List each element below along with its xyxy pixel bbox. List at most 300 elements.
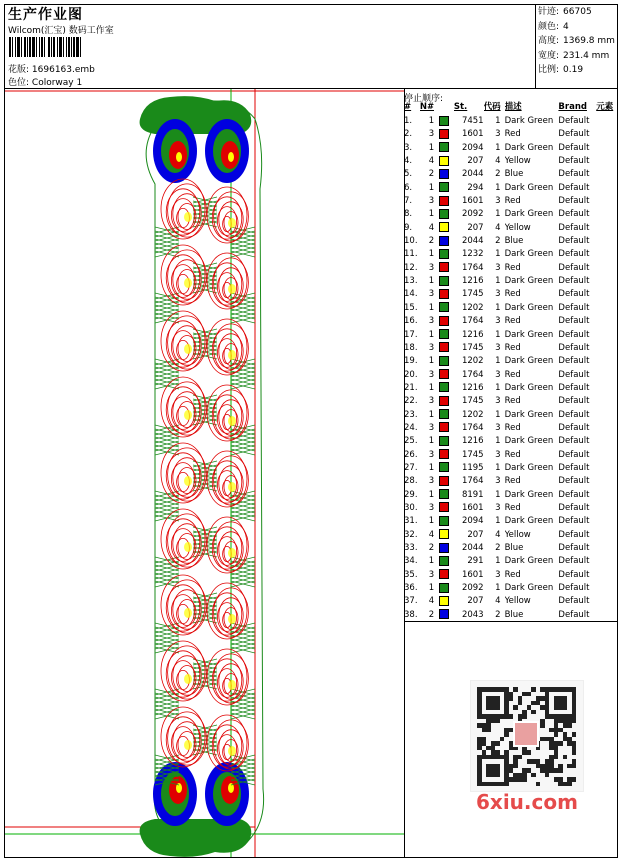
row-description: Red — [504, 316, 521, 327]
row-swatch — [434, 582, 454, 595]
row-description: Blue — [504, 236, 524, 247]
row-needle: 1 — [428, 583, 435, 594]
color-swatch — [439, 529, 449, 539]
row-swatch — [434, 155, 454, 168]
row-brand: Default — [558, 462, 590, 473]
row-description: Red — [504, 196, 521, 207]
row-brand: Default — [558, 583, 590, 594]
row-code: 1 — [495, 583, 501, 594]
row-description: Dark Green — [504, 489, 554, 500]
row-index: 19. — [404, 356, 418, 367]
row-swatch — [434, 288, 454, 301]
row-needle: 1 — [428, 516, 435, 527]
row-brand: Default — [558, 316, 590, 327]
row-element — [596, 222, 620, 235]
row-needle: 4 — [428, 156, 435, 167]
row-stitches: 2044 — [461, 236, 484, 247]
row-code: 1 — [495, 116, 501, 126]
row-needle: 2 — [428, 169, 435, 180]
col-stitches: St. — [453, 102, 468, 113]
row-stitches: 1232 — [461, 249, 484, 260]
row-stitches: 1216 — [461, 382, 484, 393]
row-swatch — [434, 555, 454, 568]
row-needle: 3 — [428, 289, 435, 300]
row-element — [596, 542, 620, 555]
row-brand: Default — [558, 236, 590, 247]
row-index: 6. — [404, 182, 413, 193]
row-swatch — [434, 182, 454, 195]
table-row — [404, 449, 620, 462]
color-swatch — [439, 396, 449, 406]
table-row — [404, 342, 620, 355]
color-swatch — [439, 543, 449, 553]
row-swatch — [434, 515, 454, 528]
row-stitches: 2043 — [461, 609, 484, 620]
row-swatch — [434, 222, 454, 235]
row-needle: 3 — [428, 396, 435, 407]
table-row — [404, 409, 620, 422]
row-brand: Default — [558, 529, 590, 540]
row-brand: Default — [558, 276, 590, 287]
color-swatch — [439, 516, 449, 526]
row-code: 1 — [495, 356, 501, 367]
row-stitches: 1216 — [461, 436, 484, 447]
table-row — [404, 315, 620, 328]
row-description: Blue — [504, 609, 524, 620]
row-index: 24. — [404, 422, 418, 433]
row-index: 28. — [404, 476, 418, 487]
col-needle: N# — [419, 102, 435, 113]
col-code: 代码 — [483, 102, 501, 113]
row-code: 2 — [495, 236, 501, 247]
row-brand: Default — [558, 289, 590, 300]
row-needle: 3 — [428, 369, 435, 380]
row-description: Dark Green — [504, 276, 554, 287]
color-swatch — [439, 369, 449, 379]
row-stitches: 1202 — [461, 356, 484, 367]
row-brand: Default — [558, 249, 590, 260]
row-element — [596, 435, 620, 448]
color-swatch — [439, 236, 449, 246]
row-needle: 2 — [428, 609, 435, 620]
table-row — [404, 195, 620, 208]
row-needle: 3 — [428, 129, 435, 140]
row-description: Red — [504, 342, 521, 353]
stat-width: 宽度: 231.4 mm — [538, 50, 610, 61]
row-brand: Default — [558, 356, 590, 367]
color-swatch — [439, 609, 449, 619]
row-swatch — [434, 342, 454, 355]
row-index: 14. — [404, 289, 418, 300]
row-index: 25. — [404, 436, 418, 447]
row-needle: 1 — [428, 142, 435, 153]
color-swatch — [439, 569, 449, 579]
row-needle: 1 — [428, 302, 435, 313]
row-description: Dark Green — [504, 556, 554, 567]
stop-sequence-table — [404, 101, 620, 622]
row-element — [596, 342, 620, 355]
table-row — [404, 275, 620, 288]
row-element — [596, 569, 620, 582]
color-swatch — [439, 249, 449, 259]
row-index: 32. — [404, 529, 418, 540]
row-description: Dark Green — [504, 182, 554, 193]
row-needle: 1 — [428, 489, 435, 500]
row-code: 1 — [495, 436, 501, 447]
table-row — [404, 302, 620, 315]
file-label: 花版: — [8, 65, 30, 75]
color-swatch — [439, 222, 449, 232]
row-brand: Default — [558, 502, 590, 513]
table-row — [404, 502, 620, 515]
row-element — [596, 182, 620, 195]
row-index: 8. — [404, 209, 413, 220]
row-index: 4. — [404, 156, 413, 167]
row-code: 1 — [495, 249, 501, 260]
row-needle: 1 — [428, 249, 435, 260]
row-swatch — [434, 409, 454, 422]
colorway-label: 色位: — [8, 78, 30, 88]
sheet-title: 生产作业图 — [8, 7, 83, 23]
row-index: 9. — [404, 222, 413, 233]
table-row — [404, 582, 620, 595]
row-needle: 2 — [428, 543, 435, 553]
row-code: 3 — [495, 289, 501, 300]
row-code: 3 — [495, 396, 501, 407]
row-description: Red — [504, 262, 521, 273]
table-row — [404, 222, 620, 235]
row-needle: 3 — [428, 569, 435, 580]
table-row — [404, 142, 620, 155]
row-needle: 1 — [428, 556, 435, 567]
colorway-info — [8, 75, 82, 88]
color-swatch — [439, 583, 449, 593]
row-description: Yellow — [504, 222, 531, 233]
row-swatch — [434, 262, 454, 275]
color-swatch — [439, 316, 449, 326]
table-header-row — [404, 101, 620, 115]
row-swatch — [434, 609, 454, 622]
row-brand: Default — [558, 609, 590, 620]
row-stitches: 1745 — [461, 396, 484, 407]
row-stitches: 1745 — [461, 449, 484, 460]
row-code: 4 — [495, 156, 501, 167]
color-swatch — [439, 169, 449, 179]
row-index: 27. — [404, 462, 418, 473]
row-description: Yellow — [504, 529, 531, 540]
row-brand: Default — [558, 489, 590, 500]
row-description: Red — [504, 396, 521, 407]
color-swatch — [439, 382, 449, 392]
design-stats — [538, 5, 615, 78]
table-row — [404, 168, 620, 181]
row-brand: Default — [558, 422, 590, 433]
row-element — [596, 208, 620, 221]
row-element — [596, 275, 620, 288]
row-swatch — [434, 449, 454, 462]
embroidery-design — [5, 89, 404, 857]
row-brand: Default — [558, 396, 590, 407]
row-needle: 1 — [428, 382, 435, 393]
row-index: 12. — [404, 262, 418, 273]
row-stitches: 1195 — [461, 462, 484, 473]
row-description: Red — [504, 369, 521, 380]
row-index: 18. — [404, 342, 418, 353]
row-brand: Default — [558, 209, 590, 220]
row-stitches: 1601 — [461, 196, 484, 207]
row-code: 3 — [495, 502, 501, 513]
row-element — [596, 422, 620, 435]
row-element — [596, 128, 620, 141]
row-swatch — [434, 489, 454, 502]
row-needle: 3 — [428, 449, 435, 460]
stat-scale: 比例: 0.19 — [538, 65, 584, 75]
table-row — [404, 422, 620, 435]
row-stitches: 1764 — [461, 262, 484, 273]
row-needle: 1 — [428, 356, 435, 367]
row-swatch — [434, 128, 454, 141]
table-row — [404, 262, 620, 275]
row-index: 22. — [404, 396, 418, 407]
row-brand: Default — [558, 409, 590, 420]
watermark-logo: 6xiu.com — [476, 790, 578, 814]
row-code: 1 — [495, 209, 501, 220]
row-brand: Default — [558, 142, 590, 153]
row-stitches: 207 — [467, 529, 484, 540]
row-needle: 1 — [428, 182, 435, 193]
row-stitches: 1745 — [461, 342, 484, 353]
row-element — [596, 502, 620, 515]
row-index: 31. — [404, 516, 418, 527]
row-element — [596, 529, 620, 542]
color-swatch — [439, 342, 449, 352]
row-element — [596, 235, 620, 248]
row-stitches: 1601 — [461, 502, 484, 513]
color-swatch — [439, 556, 449, 566]
row-stitches: 2094 — [461, 142, 484, 153]
row-stitches: 207 — [467, 156, 484, 167]
row-code: 1 — [495, 142, 501, 153]
row-needle: 3 — [428, 476, 435, 487]
row-brand: Default — [558, 369, 590, 380]
color-swatch — [439, 449, 449, 459]
row-swatch — [434, 369, 454, 382]
color-swatch — [439, 262, 449, 272]
row-swatch — [434, 115, 454, 128]
row-code: 3 — [495, 569, 501, 580]
qr-logo — [513, 721, 539, 747]
row-element — [596, 449, 620, 462]
row-element — [596, 142, 620, 155]
row-brand: Default — [558, 556, 590, 567]
row-element — [596, 475, 620, 488]
color-swatch — [439, 502, 449, 512]
row-code: 4 — [495, 222, 501, 233]
row-code: 1 — [495, 462, 501, 473]
color-swatch — [439, 329, 449, 339]
row-element — [596, 609, 620, 622]
row-code: 2 — [495, 609, 501, 620]
stat-colors: 颜色: 4 — [538, 21, 569, 32]
table-row — [404, 208, 620, 221]
row-stitches: 291 — [467, 556, 484, 567]
table-row — [404, 435, 620, 448]
row-description: Dark Green — [504, 462, 554, 473]
table-row — [404, 475, 620, 488]
row-index: 16. — [404, 316, 418, 327]
table-row — [404, 355, 620, 368]
row-code: 4 — [495, 529, 501, 540]
row-element — [596, 595, 620, 608]
row-index: 33. — [404, 543, 418, 553]
row-index: 29. — [404, 489, 418, 500]
row-brand: Default — [558, 516, 590, 527]
row-swatch — [434, 569, 454, 582]
row-code: 1 — [495, 302, 501, 313]
row-description: Dark Green — [504, 409, 554, 420]
row-element — [596, 462, 620, 475]
color-swatch — [439, 156, 449, 166]
file-info — [8, 62, 95, 75]
color-swatch — [439, 476, 449, 486]
table-row — [404, 515, 620, 528]
row-swatch — [434, 248, 454, 261]
table-row — [404, 489, 620, 502]
row-description: Red — [504, 476, 521, 487]
row-stitches: 294 — [467, 182, 484, 193]
table-row — [404, 595, 620, 608]
row-element — [596, 355, 620, 368]
row-swatch — [434, 542, 454, 555]
row-index: 35. — [404, 569, 418, 580]
row-code: 3 — [495, 129, 501, 140]
row-index: 21. — [404, 382, 418, 393]
row-code: 3 — [495, 476, 501, 487]
row-swatch — [434, 275, 454, 288]
color-swatch — [439, 116, 449, 126]
row-swatch — [434, 529, 454, 542]
row-swatch — [434, 395, 454, 408]
row-code: 1 — [495, 276, 501, 287]
row-description: Dark Green — [504, 516, 554, 527]
row-code: 2 — [495, 543, 501, 553]
row-description: Dark Green — [504, 116, 554, 126]
color-swatch — [439, 436, 449, 446]
table-row — [404, 288, 620, 301]
row-needle: 2 — [428, 236, 435, 247]
row-index: 36. — [404, 583, 418, 594]
row-element — [596, 329, 620, 342]
table-row — [404, 462, 620, 475]
row-index: 2. — [404, 129, 413, 140]
row-swatch — [434, 142, 454, 155]
row-description: Red — [504, 569, 521, 580]
row-index: 34. — [404, 556, 418, 567]
color-swatch — [439, 129, 449, 139]
row-code: 1 — [495, 489, 501, 500]
row-needle: 3 — [428, 262, 435, 273]
row-swatch — [434, 355, 454, 368]
row-description: Red — [504, 449, 521, 460]
row-stitches: 1216 — [461, 276, 484, 287]
row-description: Dark Green — [504, 209, 554, 220]
row-stitches: 2044 — [461, 169, 484, 180]
table-row — [404, 248, 620, 261]
row-element — [596, 302, 620, 315]
row-swatch — [434, 435, 454, 448]
row-needle: 3 — [428, 502, 435, 513]
row-swatch — [434, 475, 454, 488]
color-swatch — [439, 142, 449, 152]
row-needle: 4 — [428, 222, 435, 233]
stats-divider — [535, 4, 536, 88]
row-index: 11. — [404, 249, 418, 260]
color-swatch — [439, 409, 449, 419]
row-index: 20. — [404, 369, 418, 380]
row-index: 1. — [404, 116, 413, 126]
row-needle: 3 — [428, 422, 435, 433]
row-description: Red — [504, 502, 521, 513]
row-stitches: 1764 — [461, 476, 484, 487]
table-row — [404, 115, 620, 128]
col-index: # — [404, 102, 412, 113]
row-swatch — [434, 422, 454, 435]
row-code: 2 — [495, 169, 501, 180]
row-needle: 4 — [428, 596, 435, 607]
color-swatch — [439, 182, 449, 192]
row-swatch — [434, 208, 454, 221]
row-element — [596, 195, 620, 208]
table-row — [404, 128, 620, 141]
col-element: 元素 — [596, 102, 614, 113]
table-row — [404, 382, 620, 395]
row-stitches: 1764 — [461, 316, 484, 327]
row-index: 23. — [404, 409, 418, 420]
row-needle: 1 — [428, 462, 435, 473]
row-index: 26. — [404, 449, 418, 460]
row-description: Yellow — [504, 596, 531, 607]
color-swatch — [439, 289, 449, 299]
row-swatch — [434, 235, 454, 248]
row-code: 3 — [495, 196, 501, 207]
row-brand: Default — [558, 569, 590, 580]
row-description: Yellow — [504, 156, 531, 167]
row-brand: Default — [558, 436, 590, 447]
row-element — [596, 555, 620, 568]
row-index: 7. — [404, 196, 413, 207]
row-description: Dark Green — [504, 356, 554, 367]
row-brand: Default — [558, 156, 590, 167]
row-description: Red — [504, 422, 521, 433]
row-code: 3 — [495, 369, 501, 380]
row-code: 3 — [495, 262, 501, 273]
row-needle: 1 — [428, 409, 435, 420]
row-element — [596, 369, 620, 382]
row-stitches: 207 — [467, 222, 484, 233]
row-needle: 1 — [428, 329, 435, 340]
row-description: Dark Green — [504, 436, 554, 447]
row-needle: 1 — [428, 209, 435, 220]
row-stitches: 1216 — [461, 329, 484, 340]
colorway-name: Colorway 1 — [31, 78, 83, 88]
row-brand: Default — [558, 182, 590, 193]
row-code: 1 — [495, 329, 501, 340]
row-needle: 3 — [428, 196, 435, 207]
table-row — [404, 555, 620, 568]
row-code: 1 — [495, 182, 501, 193]
row-needle: 3 — [428, 316, 435, 327]
row-element — [596, 395, 620, 408]
